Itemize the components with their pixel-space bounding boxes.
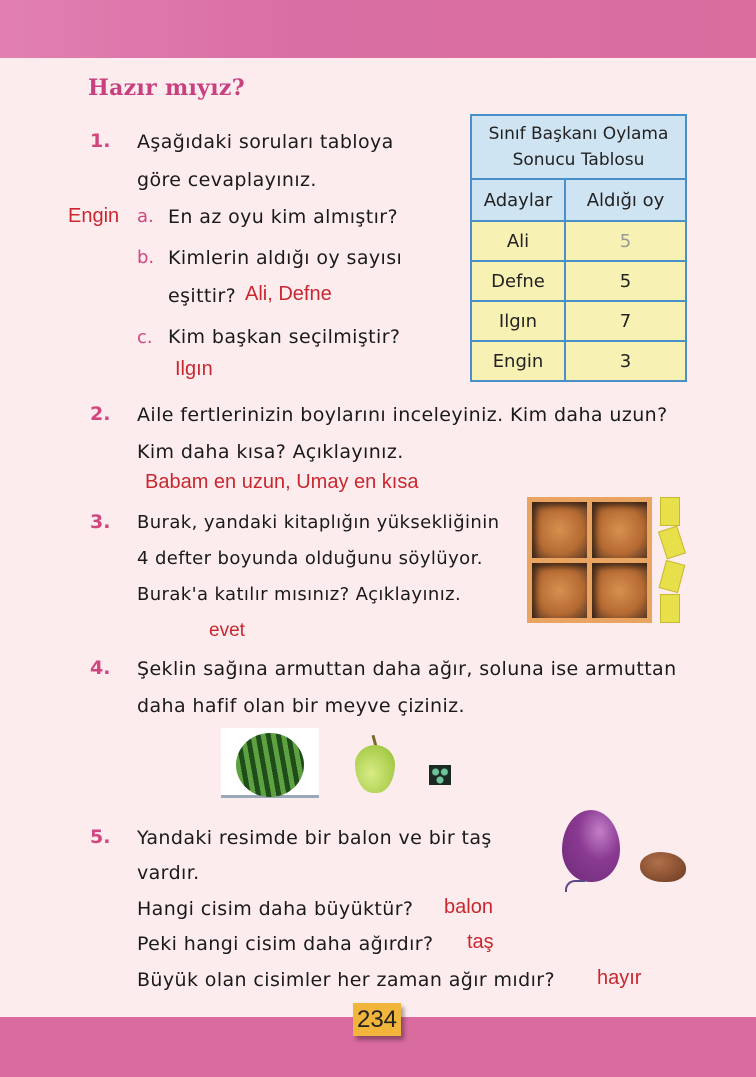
candidate-name: Engin bbox=[471, 341, 565, 381]
question-4-line-2: daha hafif olan bir meyve çiziniz. bbox=[137, 695, 465, 717]
pear-icon bbox=[355, 745, 395, 793]
answer-1c: Ilgın bbox=[175, 358, 213, 380]
candidate-name: Ilgın bbox=[471, 301, 565, 341]
question-1c-text: Kim başkan seçilmiştir? bbox=[168, 326, 401, 348]
answer-5a: balon bbox=[444, 896, 493, 918]
page-title: Hazır mıyız? bbox=[88, 75, 245, 101]
notebook-icon bbox=[660, 594, 680, 623]
vote-results-table bbox=[470, 114, 687, 382]
shelf-compartment bbox=[532, 563, 587, 619]
balloon-icon bbox=[562, 810, 620, 882]
answer-5b: taş bbox=[467, 931, 494, 953]
question-1b-line-2: eşittir? bbox=[168, 285, 237, 307]
question-1a-text: En az oyu kim almıştır? bbox=[168, 206, 398, 228]
notebook-icon bbox=[659, 560, 686, 593]
question-1-line-1: Aşağıdaki soruları tabloya bbox=[137, 131, 394, 153]
table-row bbox=[471, 341, 686, 381]
question-1b-line-1: Kimlerin aldığı oy sayısı bbox=[168, 247, 403, 269]
notebook-icon bbox=[660, 497, 680, 526]
balloon-string bbox=[565, 880, 585, 892]
question-5-line-3: Hangi cisim daha büyüktür? bbox=[137, 898, 414, 920]
table-title-line-1: Sınıf Başkanı Oylama bbox=[488, 124, 669, 144]
bookshelf-image bbox=[527, 497, 652, 623]
sub-c-letter: c. bbox=[137, 327, 153, 348]
answer-1b: Ali, Defne bbox=[245, 283, 332, 305]
question-5-number: 5. bbox=[90, 826, 111, 848]
answer-1a: Engin bbox=[68, 205, 120, 227]
shelf-compartment bbox=[592, 502, 647, 558]
answer-2: Babam en uzun, Umay en kısa bbox=[145, 471, 419, 493]
table-row bbox=[471, 301, 686, 341]
question-3-line-3: Burak'a katılır mısınız? Açıklayınız. bbox=[137, 584, 462, 605]
vote-count: 7 bbox=[565, 301, 686, 341]
candidate-name: Defne bbox=[471, 261, 565, 301]
question-5-line-4: Peki hangi cisim daha ağırdır? bbox=[137, 933, 434, 955]
column-header-votes: Aldığı oy bbox=[565, 179, 686, 221]
watermelon-icon bbox=[236, 733, 304, 797]
shelf-compartment bbox=[592, 563, 647, 619]
question-3-line-2: 4 defter boyunda olduğunu söylüyor. bbox=[137, 548, 483, 569]
sub-b-letter: b. bbox=[137, 247, 155, 268]
question-5-line-1: Yandaki resimde bir balon ve bir taş bbox=[137, 827, 492, 849]
question-2-line-2: Kim daha kısa? Açıklayınız. bbox=[137, 441, 404, 463]
question-5-line-2: vardır. bbox=[137, 862, 200, 884]
question-3-number: 3. bbox=[90, 511, 111, 533]
stone-icon bbox=[640, 852, 686, 882]
candidate-name: Ali bbox=[471, 221, 565, 261]
answer-5c: hayır bbox=[597, 967, 642, 989]
vote-count: 3 bbox=[565, 341, 686, 381]
table-row bbox=[471, 221, 686, 261]
question-2-line-1: Aile fertlerinizin boylarını inceleyiniz. Kim daha uzun? bbox=[137, 404, 668, 426]
vote-count: 5 bbox=[565, 221, 686, 261]
sub-a-letter: a. bbox=[137, 206, 154, 227]
grapes-icon bbox=[429, 765, 451, 785]
question-3-line-1: Burak, yandaki kitaplığın yüksekliğinin bbox=[137, 512, 500, 533]
shelf-compartment bbox=[532, 502, 587, 558]
top-color-band bbox=[0, 0, 756, 58]
question-2-number: 2. bbox=[90, 403, 111, 425]
watermelon-image bbox=[221, 728, 319, 798]
table-title bbox=[471, 115, 686, 179]
vote-count: 5 bbox=[565, 261, 686, 301]
notebook-icon bbox=[658, 526, 686, 560]
question-4-number: 4. bbox=[90, 657, 111, 679]
table-row bbox=[471, 261, 686, 301]
page-number: 234 bbox=[353, 1003, 401, 1036]
table-title-line-2: Sonucu Tablosu bbox=[512, 150, 645, 170]
question-4-line-1: Şeklin sağına armuttan daha ağır, soluna ise armuttan bbox=[137, 658, 677, 680]
question-1-number: 1. bbox=[90, 130, 111, 152]
question-5-line-5: Büyük olan cisimler her zaman ağır mıdır? bbox=[137, 969, 555, 991]
column-header-candidates: Adaylar bbox=[471, 179, 565, 221]
question-1-line-2: göre cevaplayınız. bbox=[137, 169, 317, 191]
answer-3: evet bbox=[209, 620, 245, 641]
